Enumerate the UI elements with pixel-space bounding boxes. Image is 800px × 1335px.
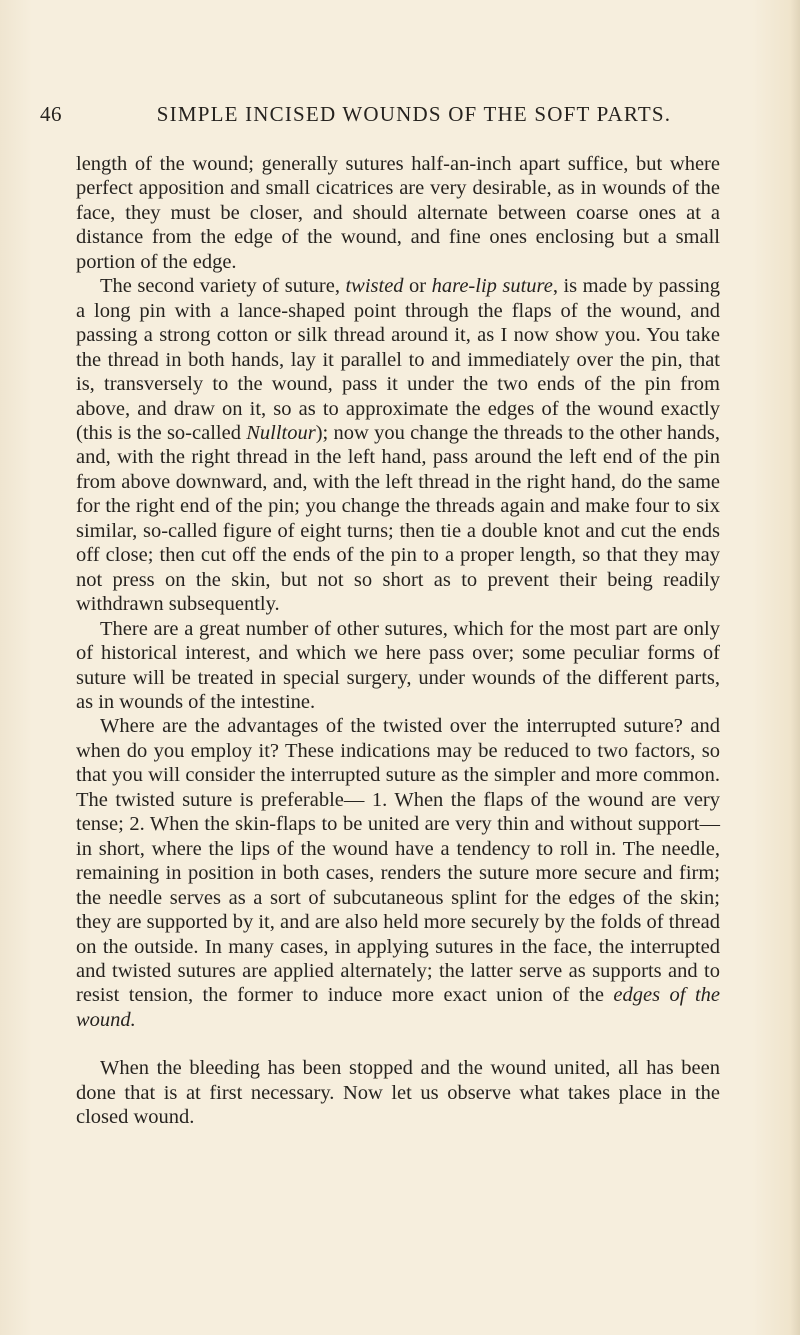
body-text xyxy=(76,152,720,1130)
paragraph-text: The second variety of suture, xyxy=(100,275,346,298)
running-title: SIMPLE INCISED WOUNDS OF THE SOFT PARTS. xyxy=(156,102,672,126)
page-edge-shadow xyxy=(790,0,800,1335)
paragraph-other-sutures xyxy=(76,617,720,715)
paragraph-text: or xyxy=(403,275,432,298)
page-number: 46 xyxy=(40,102,62,126)
italic-term-hare-lip-suture: hare-lip suture xyxy=(431,275,553,298)
paragraph-advantages xyxy=(76,714,720,1032)
paragraph-closed-wound xyxy=(76,1056,720,1129)
paragraph-text: , is made by passing a long pin with a lance-shaped point through the flaps of the wound, and passing a strong cotton or silk thread around it, as I now show you. You take the thread in both hands, lay it parallel to and immediately over the pin, that is, transversely to the wound, pass it under the two ends of the pin from above, and draw on it, so as to approximate the edges of the wound exactly (this is the so-called xyxy=(76,275,721,444)
running-header xyxy=(40,102,760,130)
paragraph-text: ); now you change the threads to the other hands, and, with the right thread in the left hand, pass around the left end of the pin from above downward, and, with the left thread in the right hand, do the same for the right end of the pin; you change the threads again and make four to six similar, so-called figure of eight turns; then tie a double knot and cut the ends off close; then cut off the ends of the pin to a proper length, so that they may not press on the skin, but not so short as to prevent their being readily withdrawn subsequently. xyxy=(76,421,721,616)
italic-term-nulltour: Nulltour xyxy=(246,421,316,444)
paragraph-suture-spacing xyxy=(76,152,720,274)
paragraph-text: length of the wound; generally sutures half-an-inch apart suffice, but where perfect apposition and small cicatrices are very desirable, as in wounds of the face, they must be closer, and should alternate between coarse ones at a distance from the edge of the wound, and fine ones enclosing but a small portion of the edge. xyxy=(76,153,720,273)
paragraph-text: Where are the advantages of the twisted over the interrupted suture? and when do you employ it? These indications may be reduced to two factors, so that you will consider the interrupted suture as the simpler and more common. The twisted suture is preferable— 1. When the flaps of the wound are very tense; 2. When the skin-flaps to be united are very thin and without support—in short, where the lips of the wound have a tendency to roll in. The needle, remaining in position in both cases, renders the suture more secure and firm; the needle serves as a sort of subcutaneous splint for the edges of the skin; they are supported by it, and are also held more securely by the folds of thread on the outside. In many cases, in applying sutures in the face, the interrupted and twisted sutures are applied alternately; the latter serve as supports and to resist tension, the former to induce more exact union of the xyxy=(76,715,720,1007)
paragraph-text: When the bleeding has been stopped and the wound united, all has been done that is at first necessary. Now let us observe what takes place in the closed wound. xyxy=(76,1057,720,1129)
italic-term-edges-of-wound: edges of the wound. xyxy=(76,984,720,1031)
paragraph-twisted-suture xyxy=(76,274,720,616)
paragraph-text: There are a great number of other sutures, which for the most part are only of historical interest, and which we here pass over; some peculiar forms of suture will be treated in special surgery, under wounds of the different parts, as in wounds of the intestine. xyxy=(76,617,720,713)
italic-term-twisted: twisted xyxy=(345,275,404,298)
